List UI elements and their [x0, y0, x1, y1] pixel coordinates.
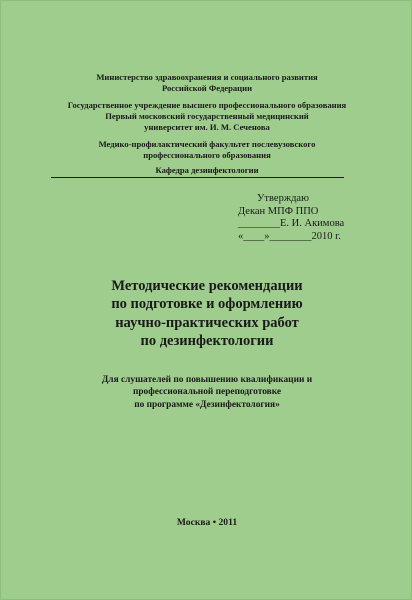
subtitle-line: профессиональной переподготовке: [132, 387, 282, 398]
approval-line: Декан МПФ ППО: [238, 205, 319, 217]
subtitle-line: Для слушателей по повышению квалификации и: [101, 375, 313, 385]
ministry-line: Российской Федерации: [161, 83, 253, 93]
title-line: по подготовке и оформлению: [111, 296, 303, 313]
faculty-line: профессионального образования: [143, 150, 271, 160]
audience-subtitle: [1, 374, 412, 411]
faculty-line: Медико-профилактический факультет послевузовского: [98, 139, 316, 149]
institution-line: Первый московский государственный медицинский: [105, 111, 309, 121]
document-title: [1, 277, 412, 351]
faculty-heading: [1, 139, 412, 161]
title-line: по дезинфектологии: [140, 333, 274, 350]
ministry-heading: [1, 72, 412, 94]
approval-block: [238, 193, 398, 243]
title-line: научно-практических работ: [115, 314, 299, 331]
approval-line: Утверждаю: [257, 193, 309, 204]
header-divider: [51, 177, 344, 178]
ministry-line: Министерство здравоохранения и социального развития: [96, 72, 318, 82]
approval-signature-line: ________Е. И. Акимова: [238, 218, 345, 229]
title-line: Методические рекомендации: [111, 278, 303, 294]
city-year-footer: Москва • 2011: [176, 517, 238, 528]
approval-date-line: «____»________2010 г.: [238, 230, 341, 242]
institution-heading: [1, 100, 412, 133]
institution-line: университет им. И. М. Сеченова: [144, 122, 270, 132]
institution-line: Государственное учреждение высшего профессионального образования: [67, 100, 347, 110]
department-heading: Кафедра дезинфектологии: [155, 165, 259, 175]
subtitle-line: по программе «Дезинфектология»: [134, 399, 280, 410]
